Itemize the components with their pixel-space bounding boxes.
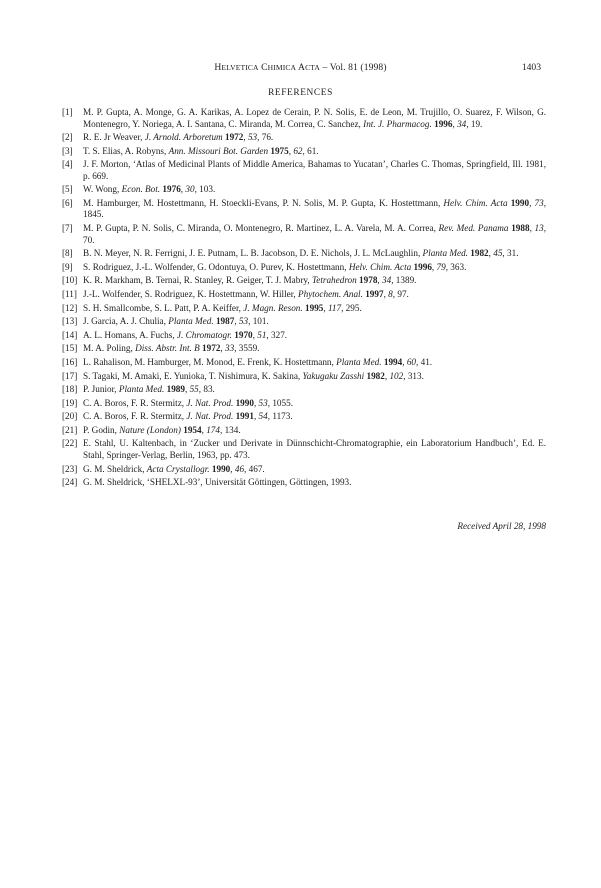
reference-year: 1972 xyxy=(202,343,221,354)
reference-italic-text: Planta Med. xyxy=(118,384,165,395)
reference-item xyxy=(62,330,546,342)
reference-item xyxy=(62,159,546,182)
reference-number: [6] xyxy=(62,197,73,208)
journal-initial: C xyxy=(261,62,268,73)
reference-text: , 295. xyxy=(341,302,362,313)
reference-number: [8] xyxy=(62,248,73,259)
reference-text: , 61. xyxy=(302,145,319,156)
journal-smallcaps: CTA xyxy=(305,63,320,72)
reference-text: S. H. Smallcombe, S. L. Patt, P. A. Keiffer, xyxy=(83,302,244,313)
reference-text: , xyxy=(323,302,328,313)
reference-text: , 1055. xyxy=(267,397,293,408)
reference-italic-text: 174 xyxy=(206,424,220,435)
reference-text: , xyxy=(253,397,259,408)
reference-italic-text: 53 xyxy=(238,316,249,327)
reference-year: 1989 xyxy=(166,384,185,395)
reference-year: 1987 xyxy=(215,316,235,327)
reference-italic-text: 51 xyxy=(257,329,267,340)
reference-italic-text: 79 xyxy=(436,261,446,272)
reference-italic-text: J. Magn. Reson. xyxy=(243,302,303,313)
reference-text: , 467. xyxy=(244,463,265,474)
reference-item xyxy=(62,107,546,130)
reference-text: M. P. Gupta, P. N. Solis, C. Miranda, O. Montenegro, R. Martinez, L. A. Varela, M. A. Correa, xyxy=(83,223,439,234)
reference-number: [5] xyxy=(62,184,73,195)
reference-text: S. Tagaki, M. Amaki, E. Yunioka, T. Nishimura, K. Sakina, xyxy=(83,370,303,381)
reference-text: A. L. Homans, A. Fuchs, xyxy=(83,329,177,340)
reference-item xyxy=(62,316,546,328)
reference-italic-text: 117 xyxy=(327,302,342,313)
reference-text: L. Rahalison, M. Hamburger, M. Monod, E. Frenk, K. Hostettmann, xyxy=(83,356,337,367)
reference-item xyxy=(62,425,546,437)
reference-italic-text: Planta Med. xyxy=(336,356,382,367)
reference-text: , xyxy=(243,132,248,143)
reference-year: 1975 xyxy=(270,145,289,156)
reference-italic-text: 45 xyxy=(493,248,503,259)
running-header xyxy=(60,62,541,76)
reference-text: , 327. xyxy=(266,329,288,340)
reference-year: 1990 xyxy=(510,197,530,208)
reference-text: , 363. xyxy=(445,261,467,272)
reference-italic-text: Helv. Chim. Acta xyxy=(348,261,412,272)
reference-italic-text: 54 xyxy=(258,411,268,422)
reference-text: S. Rodriguez, J.-L. Wolfender, G. Odontuya, O. Purev, K. Hostettmann, xyxy=(83,261,349,272)
reference-text: , xyxy=(452,118,458,129)
reference-text: , 97. xyxy=(392,288,409,299)
reference-text: , xyxy=(377,275,383,286)
reference-text: , xyxy=(220,343,226,354)
reference-italic-text: 102 xyxy=(389,370,404,381)
reference-text: , 1173. xyxy=(267,411,293,422)
reference-year: 1990 xyxy=(235,397,254,408)
reference-text: , xyxy=(252,329,258,340)
reference-text: , 3559. xyxy=(234,343,260,354)
reference-item xyxy=(62,477,546,489)
reference-italic-text: 34 xyxy=(382,275,392,286)
reference-text: T. S. Elias, A. Robyns, xyxy=(83,145,169,156)
reference-number: [11] xyxy=(62,288,77,299)
reference-text: , 83. xyxy=(198,384,215,395)
reference-item xyxy=(62,184,546,196)
journal-smallcaps: ELVETICA xyxy=(221,63,259,72)
reference-number: [22] xyxy=(62,438,78,449)
reference-text: , 1389. xyxy=(391,275,417,286)
reference-text: J. Garcia, A. J. Chulia, xyxy=(83,316,169,327)
reference-year: 1978 xyxy=(359,275,378,286)
reference-number: [4] xyxy=(62,159,73,170)
reference-text: P. Godin, xyxy=(83,424,120,435)
reference-number: [15] xyxy=(62,343,78,354)
journal-running-title xyxy=(60,62,541,73)
reference-text: , xyxy=(384,370,390,381)
reference-item xyxy=(62,398,546,410)
reference-italic-text: Rev. Med. Panama xyxy=(438,223,509,234)
reference-year: 1976 xyxy=(162,184,181,195)
reference-italic-text: J. Chromatogr. xyxy=(176,329,232,340)
reference-text: , xyxy=(529,197,535,208)
reference-year: 1972 xyxy=(224,132,244,143)
reference-item xyxy=(62,146,546,158)
journal-smallcaps: HIMICA xyxy=(267,63,297,72)
reference-number: [1] xyxy=(62,107,73,117)
reference-text: M. Hamburger, M. Hostettmann, H. Stoeckli-Evans, P. N. Solis, M. P. Gupta, K. Hostettmann, xyxy=(83,197,444,208)
references-heading: REFERENCES xyxy=(268,88,333,98)
reference-italic-text: J. Nat. Prod. xyxy=(186,397,234,408)
reference-number: [19] xyxy=(62,397,78,408)
reference-italic-text: 53 xyxy=(258,397,268,408)
reference-item xyxy=(62,464,546,476)
reference-number: [14] xyxy=(62,329,78,340)
reference-text: G. M. Sheldrick, xyxy=(83,463,147,474)
reference-italic-text: J. Arnold. Arboretum xyxy=(144,132,223,143)
reference-text: E. Stahl, U. Kaltenbach, in ‘Zucker und Derivate in Dünnschicht-Chromatographie, ein Laboratorium Handbuch’, Ed. E. Stahl, Springer-Verlag, Berlin, 1963, pp. 473. xyxy=(83,438,546,460)
reference-text: C. A. Boros, F. R. Stermitz, xyxy=(83,411,187,422)
reference-text: , 31. xyxy=(502,248,519,259)
reference-italic-text: 60 xyxy=(406,356,416,367)
reference-year: 1990 xyxy=(211,463,231,474)
reference-text: , 19. xyxy=(466,118,483,129)
reference-text: K. R. Markham, B. Ternai, R. Stanley, R. Geiger, T. J. Mabry, xyxy=(83,275,312,286)
reference-item xyxy=(62,357,546,369)
reference-italic-text: Int. J. Pharmacog. xyxy=(363,118,432,129)
reference-text: B. N. Meyer, N. R. Ferrigni, J. E. Putnam, L. B. Jacobson, D. E. Nichols, J. L. McLaughlin, xyxy=(83,248,423,259)
journal-initial: H xyxy=(214,62,222,73)
reference-item xyxy=(62,262,546,274)
reference-text: J. F. Morton, ‘Atlas of Medicinal Plants of Middle America, Bahamas to Yucatan’, Charles C. Thomas, Springfield, Ill. 1981, p. 669. xyxy=(83,159,546,181)
reference-italic-text: Econ. Bot. xyxy=(121,184,161,195)
reference-item xyxy=(62,132,546,144)
reference-italic-text: 55 xyxy=(189,384,199,395)
reference-text: , xyxy=(253,411,259,422)
reference-number: [21] xyxy=(62,424,78,435)
reference-number: [7] xyxy=(62,223,73,234)
received-date: Received April 28, 1998 xyxy=(457,521,546,531)
reference-item xyxy=(62,275,546,287)
reference-italic-text: Planta Med. xyxy=(422,248,468,259)
reference-text: R. E. Jr Weaver, xyxy=(83,132,145,143)
reference-number: [16] xyxy=(62,356,78,367)
reference-text: , xyxy=(529,223,535,234)
journal-initial: A xyxy=(298,62,306,73)
reference-year: 1996 xyxy=(413,261,432,272)
reference-italic-text: Ann. Missouri Bot. Garden xyxy=(168,145,269,156)
reference-item xyxy=(62,411,546,423)
reference-text: , xyxy=(488,248,494,259)
reference-number: [12] xyxy=(62,302,78,313)
reference-italic-text: Diss. Abstr. Int. B xyxy=(135,343,200,354)
reference-text: M. P. Gupta, A. Monge, G. A. Karikas, A. Lopez de Cerain, P. N. Solis, E. de Leon, M. Trujillo, O. Suarez, F. Wilson, G. Montenegro, Y. Noriega, A. I. Santana, C. Miranda, M. Correa, C. Sanchez, xyxy=(83,107,546,129)
reference-number: [24] xyxy=(62,477,78,488)
reference-text: , 101. xyxy=(248,316,269,327)
reference-italic-text: Nature (London) xyxy=(119,424,181,435)
reference-year: 1996 xyxy=(434,118,453,129)
reference-text: , xyxy=(230,463,235,474)
page-number: 1403 xyxy=(521,62,541,73)
reference-number: [18] xyxy=(62,384,78,395)
reference-number: [13] xyxy=(62,316,78,327)
reference-italic-text: Acta Crystallogr. xyxy=(146,463,210,474)
reference-text: , 103. xyxy=(194,184,216,195)
reference-year: 1982 xyxy=(470,248,489,259)
reference-text: G. M. Sheldrick, ‘SHELXL-93’, Universität Göttingen, Göttingen, 1993. xyxy=(83,477,352,488)
reference-year: 1982 xyxy=(366,370,385,381)
reference-text: , 313. xyxy=(403,370,424,381)
reference-item xyxy=(62,303,546,315)
reference-text: J.-L. Wolfender, S. Rodriguez, K. Hostettmann, W. Hiller, xyxy=(83,288,298,299)
reference-item xyxy=(62,198,546,221)
reference-italic-text: 46 xyxy=(234,463,245,474)
reference-italic-text: 13 xyxy=(534,223,544,234)
reference-italic-text: 33 xyxy=(225,343,235,354)
reference-italic-text: 8 xyxy=(388,288,393,299)
reference-italic-text: Tetrahedron xyxy=(311,275,357,286)
reference-year: 1954 xyxy=(183,424,202,435)
reference-item xyxy=(62,223,546,246)
reference-text: , xyxy=(402,356,407,367)
reference-text: , 134. xyxy=(219,424,241,435)
reference-number: [17] xyxy=(62,370,78,381)
reference-text: , xyxy=(184,384,190,395)
reference-item xyxy=(62,289,546,301)
reference-list xyxy=(62,107,546,491)
reference-text: , xyxy=(288,145,294,156)
reference-item xyxy=(62,438,546,461)
reference-number: [9] xyxy=(62,261,73,272)
reference-item xyxy=(62,343,546,355)
reference-text: , 70. xyxy=(83,223,547,245)
reference-year: 1991 xyxy=(235,411,254,422)
reference-text: , xyxy=(431,261,437,272)
reference-year: 1970 xyxy=(234,329,253,340)
reference-text: , xyxy=(234,316,239,327)
reference-italic-text: Planta Med. xyxy=(168,316,214,327)
reference-item xyxy=(62,384,546,396)
reference-text: , xyxy=(383,288,389,299)
reference-year: 1988 xyxy=(511,223,530,234)
reference-text: M. A. Poling, xyxy=(83,343,136,354)
reference-year: 1995 xyxy=(305,302,324,313)
reference-italic-text: Phytochem. Anal. xyxy=(298,288,363,299)
reference-number: [23] xyxy=(62,463,78,474)
reference-number: [20] xyxy=(62,411,78,422)
reference-year: 1994 xyxy=(383,356,403,367)
reference-text: , xyxy=(201,424,207,435)
reference-text: W. Wong, xyxy=(83,184,122,195)
reference-number: [2] xyxy=(62,132,73,143)
reference-italic-text: 73 xyxy=(534,197,544,208)
reference-text: C. A. Boros, F. R. Stermitz, xyxy=(83,397,187,408)
reference-italic-text: Yakugaku Zasshi xyxy=(302,370,365,381)
reference-number: [3] xyxy=(62,145,73,156)
reference-italic-text: J. Nat. Prod. xyxy=(186,411,234,422)
reference-number: [10] xyxy=(62,275,78,286)
reference-italic-text: 53 xyxy=(247,132,258,143)
reference-year: 1997 xyxy=(365,288,384,299)
reference-text: , 1845. xyxy=(83,197,547,220)
reference-italic-text: 62 xyxy=(293,145,303,156)
reference-italic-text: 34 xyxy=(457,118,467,129)
reference-item xyxy=(62,248,546,260)
reference-italic-text: Helv. Chim. Acta xyxy=(443,197,508,208)
reference-italic-text: 30 xyxy=(185,184,195,195)
reference-text: , xyxy=(180,184,186,195)
journal-volume: – Vol. 81 (1998) xyxy=(319,62,387,73)
reference-text: , 76. xyxy=(257,132,274,143)
reference-item xyxy=(62,371,546,383)
reference-text: , 41. xyxy=(416,356,433,367)
reference-text: P. Junior, xyxy=(83,384,119,395)
